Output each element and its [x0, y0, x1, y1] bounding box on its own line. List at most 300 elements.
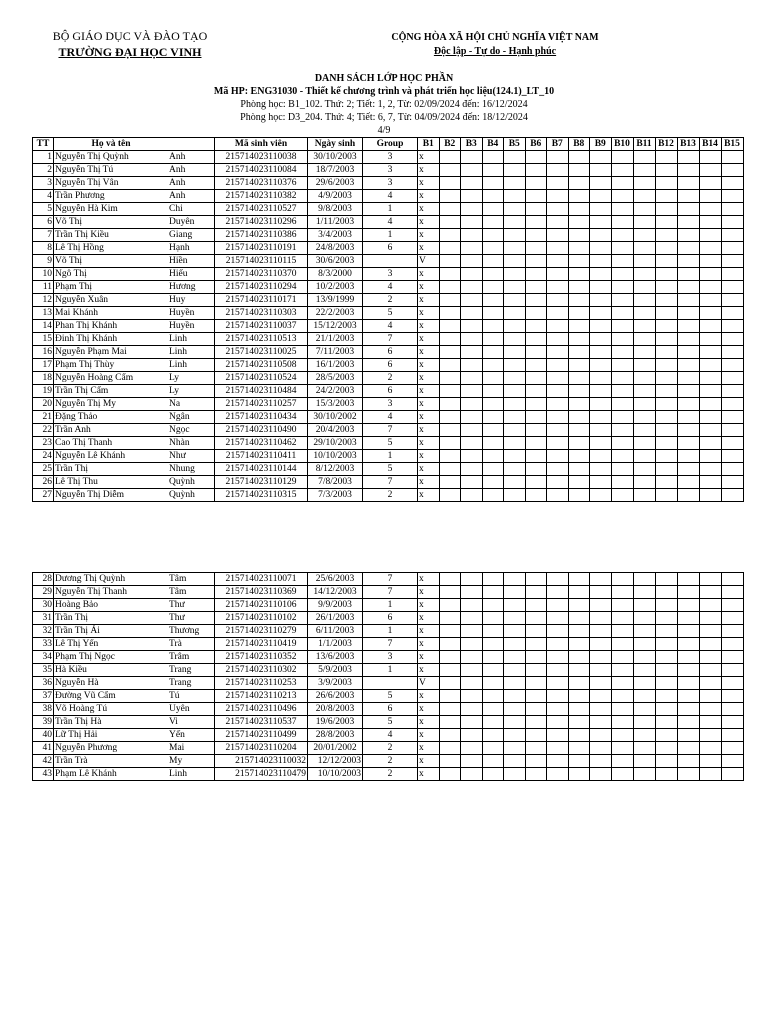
- student-id: 215714023110386: [215, 229, 308, 242]
- attendance-b7: [547, 346, 569, 359]
- attendance-b8: [568, 586, 590, 599]
- attendance-b8: [568, 203, 590, 216]
- attendance-b9: [590, 307, 612, 320]
- attendance-b15: [721, 359, 743, 372]
- attendance-b15: [721, 573, 743, 586]
- attendance-b5: [504, 346, 526, 359]
- attendance-b15: [721, 437, 743, 450]
- attendance-b8: [568, 411, 590, 424]
- col-b1: B1: [418, 138, 440, 151]
- attendance-b9: [590, 190, 612, 203]
- attendance-b2: [439, 411, 461, 424]
- student-surname: Nguyễn Thị Vân: [54, 177, 169, 190]
- attendance-b12: [655, 242, 677, 255]
- attendance-b11: [633, 346, 655, 359]
- student-surname: Trần Phương: [54, 190, 169, 203]
- student-given-name: Hiền: [168, 255, 215, 268]
- col-tt: TT: [33, 138, 54, 151]
- attendance-b10: [611, 424, 633, 437]
- attendance-b9: [590, 164, 612, 177]
- col-b3: B3: [461, 138, 483, 151]
- col-b5: B5: [504, 138, 526, 151]
- student-id: 215714023110462: [215, 437, 308, 450]
- attendance-b3: [461, 359, 483, 372]
- attendance-b4: [482, 450, 504, 463]
- attendance-b2: [439, 281, 461, 294]
- attendance-b7: [547, 463, 569, 476]
- student-id: 215714023110376: [215, 177, 308, 190]
- attendance-b4: [482, 677, 504, 690]
- attendance-b7: [547, 599, 569, 612]
- student-given-name: Duyên: [168, 216, 215, 229]
- attendance-b9: [590, 768, 612, 781]
- attendance-b12: [655, 281, 677, 294]
- table-row: [33, 177, 744, 190]
- student-dob: 7/3/2003: [308, 489, 363, 502]
- student-group: 5: [363, 690, 418, 703]
- attendance-b11: [633, 489, 655, 502]
- attendance-b3: [461, 437, 483, 450]
- attendance-b13: [677, 281, 699, 294]
- attendance-b2: [439, 690, 461, 703]
- student-given-name: Linh: [168, 333, 215, 346]
- col-b10: B10: [611, 138, 633, 151]
- student-surname: Hoàng Bảo: [54, 599, 169, 612]
- student-given-name: Huyền: [168, 320, 215, 333]
- attendance-b14: [699, 164, 721, 177]
- attendance-b2: [439, 703, 461, 716]
- attendance-b5: [504, 599, 526, 612]
- attendance-b7: [547, 177, 569, 190]
- attendance-b4: [482, 437, 504, 450]
- attendance-b6: [525, 755, 547, 768]
- student-group: 2: [363, 489, 418, 502]
- attendance-b14: [699, 294, 721, 307]
- student-number: 33: [33, 638, 54, 651]
- student-dob: 10/10/2003: [308, 450, 363, 463]
- attendance-b6: [525, 690, 547, 703]
- student-number: 12: [33, 294, 54, 307]
- attendance-b4: [482, 190, 504, 203]
- student-group: 5: [363, 437, 418, 450]
- attendance-b9: [590, 242, 612, 255]
- student-group: 4: [363, 411, 418, 424]
- student-surname: Lê Thị Thu: [54, 476, 169, 489]
- attendance-b1: x: [418, 586, 440, 599]
- attendance-b4: [482, 177, 504, 190]
- attendance-b12: [655, 625, 677, 638]
- attendance-b5: [504, 476, 526, 489]
- attendance-b1: x: [418, 573, 440, 586]
- student-number: 6: [33, 216, 54, 229]
- attendance-b8: [568, 372, 590, 385]
- table-row: [33, 599, 744, 612]
- attendance-b1: x: [418, 307, 440, 320]
- student-number: 11: [33, 281, 54, 294]
- attendance-b6: [525, 586, 547, 599]
- attendance-b14: [699, 203, 721, 216]
- attendance-b10: [611, 281, 633, 294]
- attendance-b1: x: [418, 385, 440, 398]
- table-row: [33, 307, 744, 320]
- table-row: [33, 476, 744, 489]
- attendance-b11: [633, 242, 655, 255]
- attendance-b13: [677, 190, 699, 203]
- attendance-b12: [655, 638, 677, 651]
- student-id: 215714023110071: [215, 573, 308, 586]
- attendance-b9: [590, 398, 612, 411]
- attendance-b13: [677, 151, 699, 164]
- student-given-name: Na: [168, 398, 215, 411]
- attendance-b4: [482, 638, 504, 651]
- student-group: 5: [363, 463, 418, 476]
- attendance-b8: [568, 242, 590, 255]
- attendance-b10: [611, 320, 633, 333]
- attendance-b5: [504, 768, 526, 781]
- table-row: [33, 450, 744, 463]
- attendance-b8: [568, 359, 590, 372]
- student-dob: 15/3/2003: [308, 398, 363, 411]
- attendance-b12: [655, 255, 677, 268]
- attendance-b11: [633, 372, 655, 385]
- attendance-b13: [677, 346, 699, 359]
- student-given-name: Uyên: [168, 703, 215, 716]
- student-id: 215714023110144: [215, 463, 308, 476]
- attendance-b2: [439, 372, 461, 385]
- student-id: 215714023110253: [215, 677, 308, 690]
- student-group: 2: [363, 294, 418, 307]
- student-dob: 4/9/2003: [308, 190, 363, 203]
- student-dob: 7/8/2003: [308, 476, 363, 489]
- attendance-b13: [677, 229, 699, 242]
- table-row: [33, 372, 744, 385]
- student-group: 4: [363, 216, 418, 229]
- attendance-b6: [525, 729, 547, 742]
- attendance-b6: [525, 385, 547, 398]
- attendance-b12: [655, 268, 677, 281]
- attendance-b12: [655, 359, 677, 372]
- attendance-b14: [699, 424, 721, 437]
- attendance-b10: [611, 359, 633, 372]
- attendance-b6: [525, 638, 547, 651]
- student-dob: 16/1/2003: [308, 359, 363, 372]
- student-id: 215714023110257: [215, 398, 308, 411]
- attendance-b2: [439, 476, 461, 489]
- attendance-b13: [677, 664, 699, 677]
- student-group: 7: [363, 586, 418, 599]
- attendance-b3: [461, 229, 483, 242]
- attendance-b10: [611, 203, 633, 216]
- attendance-b2: [439, 586, 461, 599]
- attendance-b10: [611, 489, 633, 502]
- student-surname: Nguyễn Thị Tú: [54, 164, 169, 177]
- attendance-b3: [461, 729, 483, 742]
- student-dob: 25/6/2003: [308, 573, 363, 586]
- attendance-b8: [568, 398, 590, 411]
- attendance-b7: [547, 476, 569, 489]
- attendance-b14: [699, 755, 721, 768]
- student-number: 27: [33, 489, 54, 502]
- attendance-b4: [482, 716, 504, 729]
- attendance-b13: [677, 690, 699, 703]
- attendance-b4: [482, 333, 504, 346]
- attendance-b14: [699, 372, 721, 385]
- attendance-b2: [439, 307, 461, 320]
- attendance-b12: [655, 398, 677, 411]
- attendance-b10: [611, 638, 633, 651]
- student-id: 215714023110484: [215, 385, 308, 398]
- attendance-b2: [439, 164, 461, 177]
- attendance-b14: [699, 625, 721, 638]
- attendance-b14: [699, 216, 721, 229]
- attendance-b12: [655, 612, 677, 625]
- table-row: [33, 255, 744, 268]
- attendance-b3: [461, 372, 483, 385]
- table-row: [33, 229, 744, 242]
- attendance-b3: [461, 573, 483, 586]
- attendance-b3: [461, 411, 483, 424]
- attendance-b14: [699, 599, 721, 612]
- attendance-b7: [547, 651, 569, 664]
- attendance-b15: [721, 164, 743, 177]
- col-b14: B14: [699, 138, 721, 151]
- attendance-b9: [590, 294, 612, 307]
- col-b4: B4: [482, 138, 504, 151]
- attendance-b8: [568, 638, 590, 651]
- attendance-b9: [590, 586, 612, 599]
- attendance-b11: [633, 599, 655, 612]
- attendance-b1: x: [418, 703, 440, 716]
- student-group: 6: [363, 346, 418, 359]
- attendance-b1: x: [418, 151, 440, 164]
- student-id: 215714023110213: [215, 690, 308, 703]
- attendance-b5: [504, 151, 526, 164]
- student-number: 40: [33, 729, 54, 742]
- col-name-continued: [168, 138, 215, 151]
- attendance-b1: V: [418, 677, 440, 690]
- attendance-b2: [439, 716, 461, 729]
- attendance-b9: [590, 476, 612, 489]
- student-group: 1: [363, 450, 418, 463]
- attendance-b8: [568, 151, 590, 164]
- attendance-b15: [721, 346, 743, 359]
- attendance-b9: [590, 677, 612, 690]
- attendance-b14: [699, 703, 721, 716]
- attendance-b9: [590, 489, 612, 502]
- table-row: [33, 703, 744, 716]
- attendance-b11: [633, 716, 655, 729]
- student-number: 23: [33, 437, 54, 450]
- col-b15: B15: [721, 138, 743, 151]
- student-id: 215714023110084: [215, 164, 308, 177]
- attendance-b15: [721, 190, 743, 203]
- student-given-name: Huyền: [168, 307, 215, 320]
- attendance-b1: x: [418, 625, 440, 638]
- attendance-b14: [699, 346, 721, 359]
- attendance-b7: [547, 255, 569, 268]
- attendance-b2: [439, 242, 461, 255]
- student-given-name: Linh: [168, 359, 215, 372]
- attendance-b5: [504, 755, 526, 768]
- attendance-b7: [547, 372, 569, 385]
- attendance-b9: [590, 320, 612, 333]
- attendance-b3: [461, 476, 483, 489]
- student-group: 2: [363, 768, 418, 781]
- student-surname: Nguyễn Thị Thanh: [54, 586, 169, 599]
- attendance-b2: [439, 203, 461, 216]
- attendance-b9: [590, 612, 612, 625]
- attendance-b9: [590, 664, 612, 677]
- student-group: 7: [363, 573, 418, 586]
- attendance-b8: [568, 755, 590, 768]
- attendance-b14: [699, 450, 721, 463]
- attendance-b15: [721, 294, 743, 307]
- attendance-b7: [547, 437, 569, 450]
- attendance-b15: [721, 372, 743, 385]
- attendance-b4: [482, 476, 504, 489]
- attendance-b6: [525, 164, 547, 177]
- attendance-b6: [525, 203, 547, 216]
- student-number: 8: [33, 242, 54, 255]
- table-row: [33, 742, 744, 755]
- table-row: [33, 216, 744, 229]
- attendance-b2: [439, 463, 461, 476]
- attendance-b4: [482, 489, 504, 502]
- student-number: 42: [33, 755, 54, 768]
- student-number: 17: [33, 359, 54, 372]
- table-row: [33, 281, 744, 294]
- attendance-b2: [439, 625, 461, 638]
- attendance-b10: [611, 177, 633, 190]
- student-given-name: Trâm: [168, 651, 215, 664]
- attendance-b13: [677, 411, 699, 424]
- student-given-name: Thư: [168, 612, 215, 625]
- table-row: [33, 612, 744, 625]
- attendance-b13: [677, 703, 699, 716]
- student-given-name: Mai: [168, 742, 215, 755]
- attendance-b7: [547, 190, 569, 203]
- attendance-b13: [677, 755, 699, 768]
- student-group: 5: [363, 716, 418, 729]
- attendance-b14: [699, 268, 721, 281]
- student-surname: Trần Anh: [54, 424, 169, 437]
- student-given-name: Ly: [168, 372, 215, 385]
- attendance-b9: [590, 716, 612, 729]
- student-id: 215714023110411: [215, 450, 308, 463]
- student-number: 22: [33, 424, 54, 437]
- attendance-b8: [568, 768, 590, 781]
- attendance-b1: x: [418, 359, 440, 372]
- student-id: 215714023110499: [215, 729, 308, 742]
- attendance-b11: [633, 164, 655, 177]
- attendance-b2: [439, 398, 461, 411]
- national-header: [340, 31, 650, 59]
- attendance-b12: [655, 729, 677, 742]
- student-dob: 21/1/2003: [308, 333, 363, 346]
- attendance-b11: [633, 463, 655, 476]
- attendance-b10: [611, 307, 633, 320]
- attendance-b11: [633, 255, 655, 268]
- attendance-b13: [677, 164, 699, 177]
- attendance-b15: [721, 177, 743, 190]
- attendance-b12: [655, 320, 677, 333]
- attendance-b10: [611, 476, 633, 489]
- attendance-b12: [655, 573, 677, 586]
- student-given-name: Anh: [168, 190, 215, 203]
- attendance-b7: [547, 450, 569, 463]
- attendance-b7: [547, 690, 569, 703]
- university-name: TRƯỜNG ĐẠI HỌC VINH: [58, 45, 202, 59]
- attendance-b9: [590, 281, 612, 294]
- attendance-b6: [525, 437, 547, 450]
- attendance-b14: [699, 742, 721, 755]
- attendance-b9: [590, 411, 612, 424]
- attendance-b12: [655, 424, 677, 437]
- attendance-b12: [655, 690, 677, 703]
- attendance-b2: [439, 229, 461, 242]
- attendance-b8: [568, 690, 590, 703]
- student-surname: Trần Thị: [54, 612, 169, 625]
- attendance-b4: [482, 346, 504, 359]
- attendance-b9: [590, 346, 612, 359]
- attendance-b1: x: [418, 229, 440, 242]
- attendance-b10: [611, 151, 633, 164]
- table-header-row: [33, 138, 744, 151]
- attendance-b1: x: [418, 476, 440, 489]
- attendance-b6: [525, 281, 547, 294]
- attendance-b11: [633, 398, 655, 411]
- attendance-b13: [677, 768, 699, 781]
- attendance-b15: [721, 716, 743, 729]
- student-given-name: Anh: [168, 151, 215, 164]
- attendance-b12: [655, 177, 677, 190]
- attendance-b3: [461, 638, 483, 651]
- student-number: 31: [33, 612, 54, 625]
- attendance-b11: [633, 216, 655, 229]
- student-surname: Đặng Thảo: [54, 411, 169, 424]
- student-group: 6: [363, 385, 418, 398]
- attendance-b6: [525, 398, 547, 411]
- attendance-b8: [568, 729, 590, 742]
- student-surname: Đường Vũ Cẩm: [54, 690, 169, 703]
- attendance-b8: [568, 320, 590, 333]
- attendance-b5: [504, 450, 526, 463]
- attendance-b3: [461, 755, 483, 768]
- attendance-b14: [699, 242, 721, 255]
- student-dob: 8/3/2000: [308, 268, 363, 281]
- attendance-b11: [633, 359, 655, 372]
- attendance-b12: [655, 333, 677, 346]
- attendance-b10: [611, 677, 633, 690]
- student-surname: Phạm Thị Thùy: [54, 359, 169, 372]
- attendance-b4: [482, 586, 504, 599]
- attendance-b8: [568, 346, 590, 359]
- attendance-b11: [633, 385, 655, 398]
- attendance-b10: [611, 333, 633, 346]
- attendance-b2: [439, 677, 461, 690]
- attendance-b6: [525, 320, 547, 333]
- attendance-b1: x: [418, 450, 440, 463]
- table-row: [33, 755, 744, 768]
- attendance-b9: [590, 333, 612, 346]
- attendance-b5: [504, 586, 526, 599]
- student-id: 215714023110315: [215, 489, 308, 502]
- attendance-b8: [568, 463, 590, 476]
- attendance-b5: [504, 612, 526, 625]
- attendance-b13: [677, 463, 699, 476]
- attendance-b4: [482, 359, 504, 372]
- attendance-b2: [439, 424, 461, 437]
